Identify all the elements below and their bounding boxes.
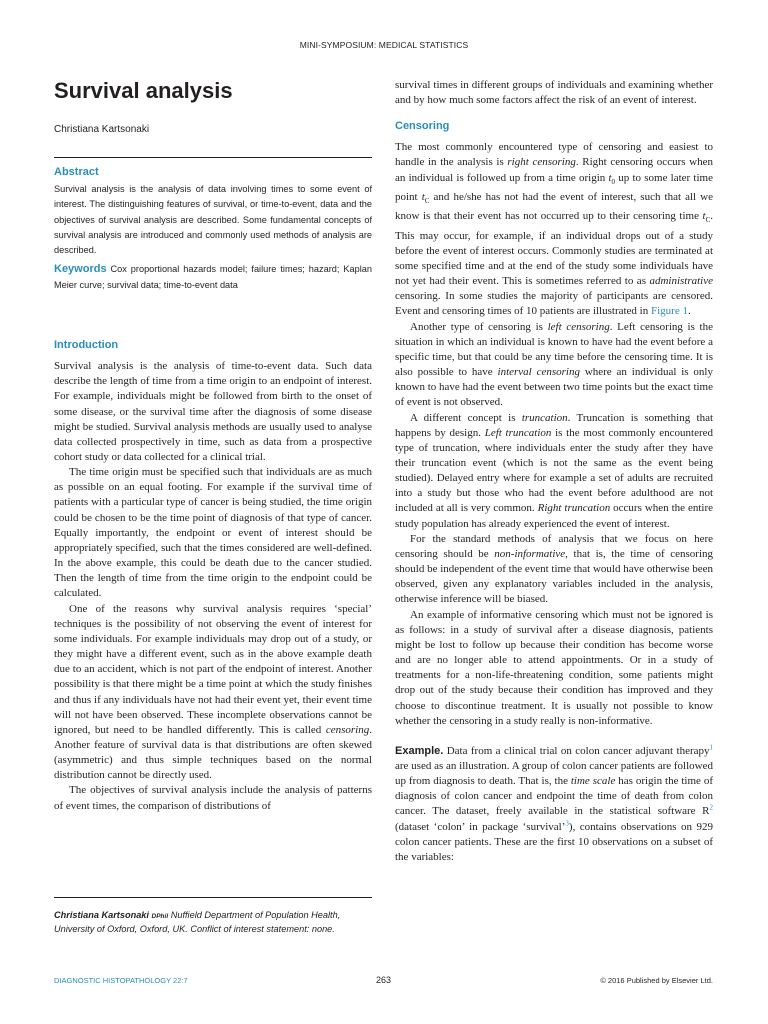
- example-lead: Example.: [395, 744, 444, 757]
- intro-paragraph-3: One of the reasons why survival analysis requires ‘special’ techniques is the possibility of not observing the event of interest for some individuals. For example individuals may drop out of a study, or they might have a different event, such as in the above example death due to an accident, which is not part of the endpoint of interest. Another possibility is that there might be a time point at which the study finishes and thus if any individuals have not had their event yet, their event time will not have been observed. These incomplete observations cannot be ignored, but need to be handled differently. This is called censoring. Another feature of survival data is that distributions are often skewed (asymmetric) and thus simple techniques based on the normal distribution cannot be directly used.: [54, 602, 372, 782]
- continuation-paragraph: survival times in different groups of individuals and examining whether and by how much some factors affect the risk of an event of interest.: [395, 79, 713, 107]
- informative-censoring-paragraph: An example of informative censoring which must not be ignored is as follows: in a study of survival after a disease diagnosis, patients might be lost to follow up because their condition has become worse and are no longer able to attend appointments. Or in a study of treatments for a non-life-threatening condition, some patients might drop out of the study because their condition has improved and they choose to discontinue treatment. It is usually not possible to know whether the censoring in a study really is non-informative.: [395, 608, 713, 727]
- intro-paragraph-1: Survival analysis is the analysis of time-to-event data. Such data describe the length of time from a time origin to an endpoint of interest. For example, individuals might be followed from birth to the onset of some disease, or the survival time after the diagnosis of some disease might be studied. Survival analysis methods are usually used to analyse data collected prospectively in time, such as data from a prospective cohort study or data collected for a clinical trial.: [54, 360, 372, 464]
- author-footnote: Christiana Kartsonaki DPhil Nuffield Department of Population Health, University of Oxford, Oxford, UK. Conflict of interest statement: none.: [54, 910, 341, 935]
- keywords-label: Keywords: [54, 263, 107, 276]
- author-line: Christiana Kartsonaki: [54, 124, 150, 135]
- intro-paragraph-4: The objectives of survival analysis include the analysis of patterns of event times, the comparison of distributions of: [54, 784, 372, 812]
- truncation-paragraph: A different concept is truncation. Truncation is something that happens by design. Left truncation is the most commonly encountered type of truncation, where individuals enter the study after they have their truncation event (which is not the same as the event being studied). Delayed entry where for example a set of adults are recruited into a study but those who had the event before adulthood are not included at all is very common. Right truncation occurs when the entire study population has already experienced the event of interest.: [395, 411, 714, 530]
- censoring-paragraph-1: The most commonly encountered type of censoring and easiest to handle in the analysis is right censoring. Right censoring occurs when an individual is followed up from a time origin $t_0$ up to some later time point $t_C$ and he/she has not had the event of interest, such that all we know is that their event has not occurred up to their censoring time $t_C$. This may occur, for example, if an individual drops out of a study before the event of interest occurs. Commonly studies are terminated at some specified time and at the end of the study some individuals have not yet had their event. This is sometimes referred to as administrative censoring. In some studies the majority of participants are censored. Event and censoring times of 10 patients are illustrated in Figure 1.: [395, 141, 714, 318]
- keywords-text: Cox proportional hazards model; failure times; hazard; Kaplan Meier curve; survival data; time-to-event data: [54, 264, 372, 290]
- abstract-heading: Abstract: [54, 166, 99, 178]
- intro-paragraph-2: The time origin must be specified such that individuals are as much as possible on an equal footing. For example if the survival time of patients with a particular type of cancer is being studied, the time origin could be chosen to be the time point of diagnosis of that type of cancer. Equally importantly, the endpoint or event of interest should be appropriately specified, such that the times considered are well-defined. In the above example, this could be death due to the cancer studied. Then the length of time from the time origin to the endpoint could be calculated.: [54, 466, 372, 600]
- example-paragraph: Example. Data from a clinical trial on colon cancer adjuvant therapy$^1$ are used as an illustration. A group of colon cancer patients are followed up from diagnosis to death. That is, the time scale has origin the time of diagnosis of colon cancer and endpoint the time of death from colon cancer. The dataset, freely available in the statistical software $R^2$ (dataset ‘colon’ in package ‘survival’$^3$), contains observations on 929 colon cancer patients. These are the first 10 observations on a subset of the variables:: [395, 743, 714, 863]
- censoring-paragraph-2: Another type of censoring is left censoring. Left censoring is the situation in which an individual is known to have had the event before a specific time, but that could be any time before the censoring time. It is also possible to have interval censoring where an individual is only known to have had the event between two time points but the exact time of event is not observed.: [395, 320, 713, 409]
- introduction-heading: Introduction: [54, 339, 119, 352]
- footnote-divider: [54, 897, 372, 898]
- article-title: Survival analysis: [54, 78, 233, 103]
- left-column: [54, 78, 372, 814]
- reference-3-link[interactable]: 3: [565, 818, 569, 827]
- journal-name: DIAGNOSTIC HISTOPATHOLOGY 22:7: [54, 976, 188, 985]
- reference-1-link[interactable]: 1: [709, 743, 713, 752]
- keywords: [54, 262, 372, 293]
- copyright-notice: © 2016 Published by Elsevier Ltd.: [600, 976, 713, 985]
- figure-1-link[interactable]: Figure 1: [651, 305, 688, 318]
- page-number: 263: [375, 975, 392, 985]
- right-column: [395, 78, 713, 865]
- abstract-text: Survival analysis is the analysis of data involving times to some event of interest. The distinguishing features of survival, or time-to-event, data and the objectives of survival analysis are described. Some fundamental concepts of survival analysis are introduced and commonly used methods of analysis are described.: [54, 184, 372, 256]
- reference-2-link[interactable]: 2: [709, 803, 713, 812]
- abstract-section: [54, 157, 372, 293]
- censoring-heading: Censoring: [395, 120, 450, 133]
- running-header: MINI-SYMPOSIUM: MEDICAL STATISTICS: [299, 40, 469, 50]
- noninformative-paragraph: For the standard methods of analysis that we focus on here censoring should be non-informative, that is, the time of censoring should be independent of the event time that would have otherwise been observed, given any explanatory variables included in the analysis, otherwise inference will be biased.: [395, 532, 714, 606]
